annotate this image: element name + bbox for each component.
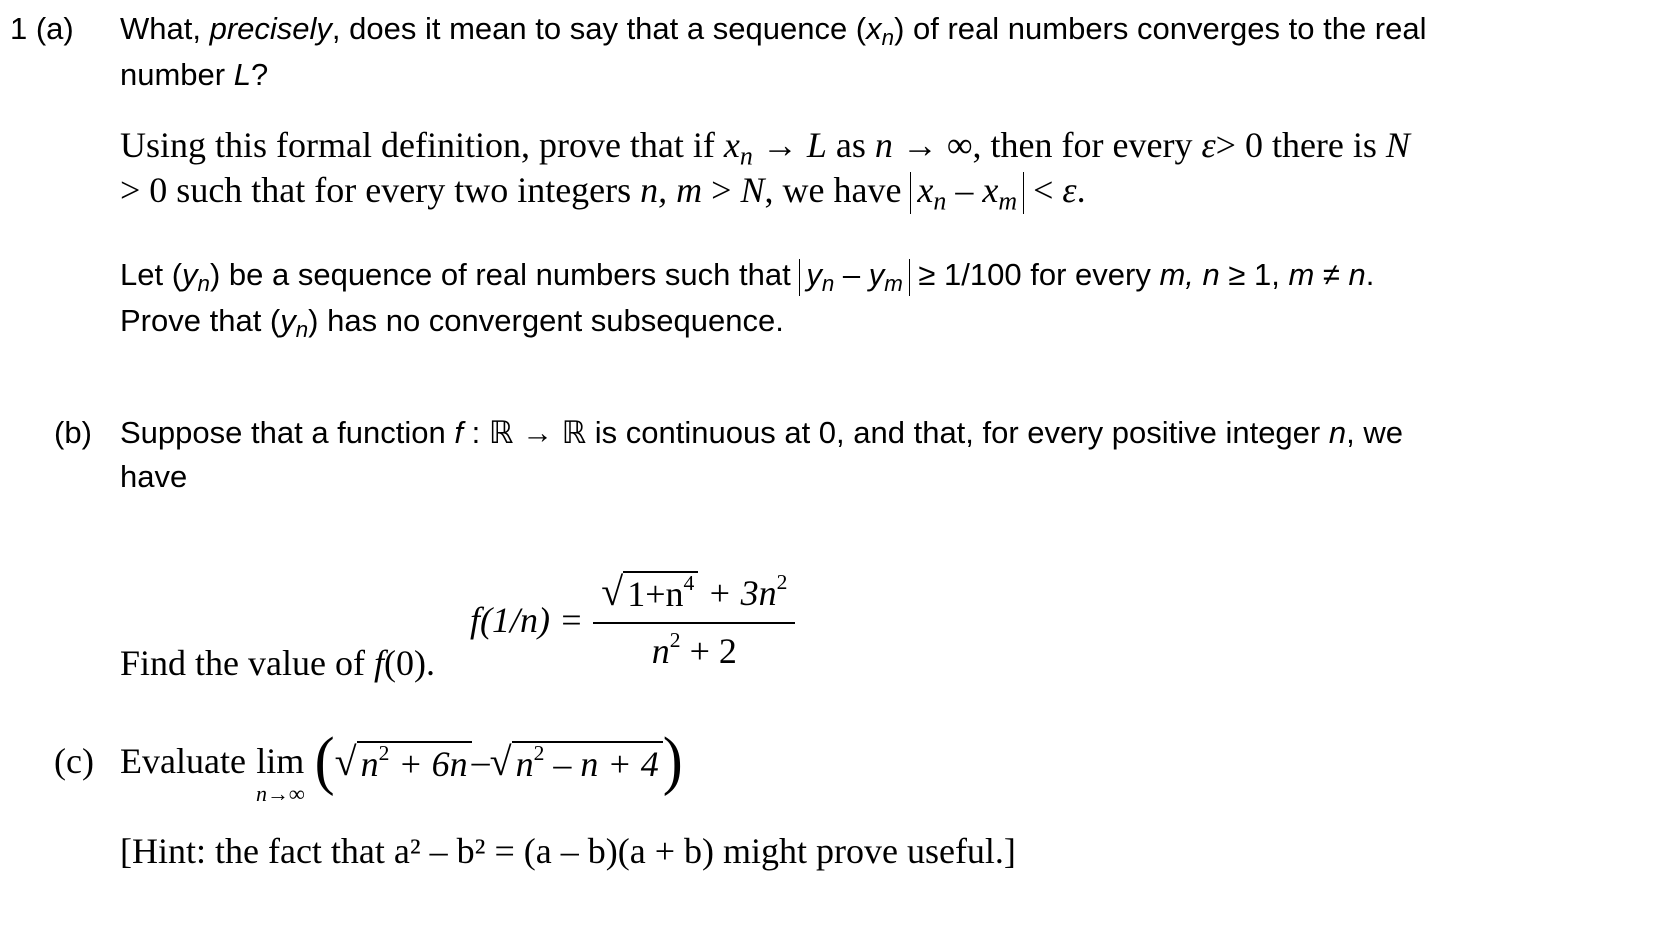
absolute-value-expression: $x_n - x_m$ [910,172,1024,214]
question-1a-line2: number L? [120,57,269,92]
limit-expression: Evaluate lim n→∞ ( √ $n^2 + 6n$ – √ $n^2 - n + 4$ ) [120,723,683,807]
absolute-value-y: $y_n - y_m$ [799,259,909,296]
equation-lhs: f(1/n) = [470,600,584,640]
evaluate-word: Evaluate [120,741,246,781]
proof-line1: Using this formal definition, prove that if $x_n \to L$ as n → ∞, then for every ε> 0 there is N [120,125,1410,171]
question-c-label: (c) [54,741,94,781]
fraction-numerator: √ $1+n^4$ + $3n^2$ [601,569,788,614]
right-paren: ) [662,723,683,797]
question-b-line2: have [120,459,188,494]
radicand-1: $1+n^4$ [623,571,698,616]
fraction-denominator: $n^2 + 2$ [593,622,795,673]
subsequence-line1: Let $(y_n)$ be a sequence of real numbers such that $y_n - y_m \ge 1/100$ for every m, n ≥ 1, m ≠ n. [120,257,1375,297]
hint-text: [Hint: the fact that a² – b² = (a – b)(a + b) might prove useful.] [120,831,1016,871]
question-b-label: (b) [54,415,92,450]
left-paren: ( [314,723,335,797]
question-b-line1: Suppose that a function f : ℝ → ℝ is continuous at 0, and that, for every positive integer n, we [120,415,1403,450]
find-value-line: Find the value of f(0). [120,643,435,683]
function-equation [470,568,791,673]
question-number-label: 1 (a) [10,11,74,46]
question-1a-line1: What, precisely, does it mean to say that a sequence $(x_n)$ of real numbers converges to the real [120,11,1427,51]
radicand-c1: $n^2 + 6n$ [357,741,472,786]
subsequence-line2: Prove that $(y_n)$ has no convergent subsequence. [120,303,784,343]
proof-line2: > 0 such that for every two integers n, m > N, we have $x_n - x_m < \varepsilon$. [120,170,1086,216]
limit-operator: lim n→∞ [255,741,305,807]
radicand-c2: $n^2 - n + 4$ [512,741,663,786]
fraction [597,568,791,673]
